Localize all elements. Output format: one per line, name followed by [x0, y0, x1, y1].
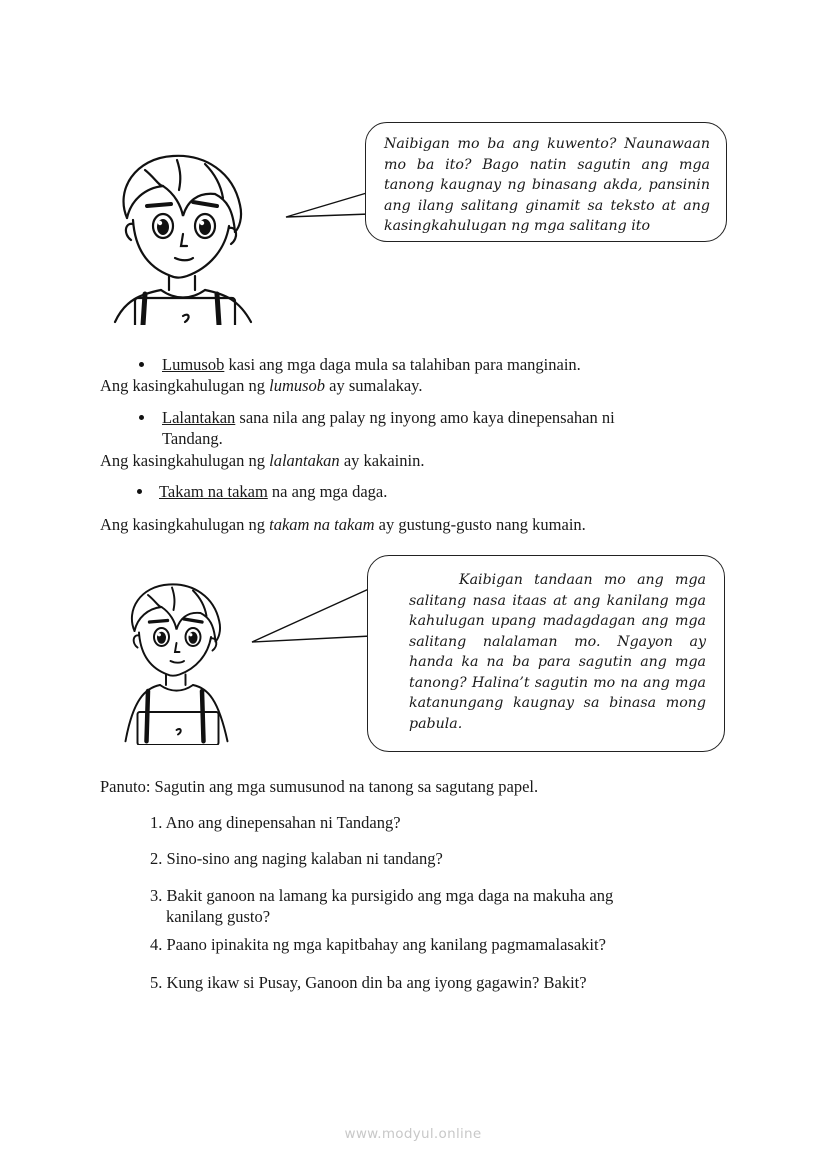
speech-bubble-tail: [250, 586, 375, 646]
bullet-icon: [137, 489, 142, 494]
vocab-definition-3: Ang kasingkahulugan ng takam na takam ay gustung-gusto nang kumain.: [100, 515, 586, 534]
instructions-text: Panuto: Sagutin ang mga sumusunod na tanong sa sagutang papel.: [100, 777, 539, 796]
question-item: 5. Kung ikaw si Pusay, Ganoon din ba ang iyong gagawin? Bakit?: [150, 973, 587, 992]
question-item-line2: kanilang gusto?: [166, 907, 271, 926]
boy-character-illustration: [118, 580, 238, 745]
vocab-definition-1: Ang kasingkahulugan ng lumusob ay sumalakay.: [100, 376, 423, 395]
question-item: 2. Sino-sino ang naging kalaban ni tandang?: [150, 849, 443, 868]
vocab-sentence-2-line2: Tandang.: [162, 429, 223, 448]
speech-bubble-reminder: [367, 555, 725, 752]
speech-bubble-intro-text: Naibigan mo ba ang kuwento? Naunawaan mo ba ito? Bago natin sagutin ang mga tanong kaugnay ng binasang akda, pansinin ang ilang salitang ginamit sa teksto at ang kasingkahulugan ng mga salitang ito: [384, 136, 710, 234]
boy-character-illustration: [105, 150, 265, 325]
vocab-word-3: Takam na takam: [159, 482, 268, 501]
vocab-word-1: Lumusob: [162, 355, 225, 374]
vocab-definition-2: Ang kasingkahulugan ng lalantakan ay kakainin.: [100, 451, 425, 470]
speech-bubble-tail: [284, 190, 374, 230]
bullet-icon: [139, 362, 144, 367]
vocab-word-2: Lalantakan: [162, 408, 236, 427]
vocab-sentence-3: Takam na takam na ang mga daga.: [159, 482, 388, 501]
bullet-icon: [139, 415, 144, 420]
question-item: 4. Paano ipinakita ng mga kapitbahay ang kanilang pagmamalasakit?: [150, 935, 606, 954]
footer-watermark: www.modyul.online: [344, 1126, 482, 1142]
speech-bubble-intro: [365, 122, 727, 242]
vocab-sentence-2: Lalantakan sana nila ang palay ng inyong amo kaya dinepensahan ni: [162, 408, 615, 427]
speech-bubble-reminder-text: Kaibigan tandaan mo ang mga salitang nasa itaas at ang kanilang mga kahulugan upang madagdagan ang mga salitang nalalaman mo. Ngayon ay handa ka na ba para sagutin ang mga tanong? Halina’t sagutin mo na ang mga katanungang kaugnay sa binasa mong pabula.: [409, 572, 706, 732]
question-item: 1. Ano ang dinepensahan ni Tandang?: [150, 813, 401, 832]
question-item: 3. Bakit ganoon na lamang ka pursigido ang mga daga na makuha ang: [150, 886, 614, 905]
vocab-sentence-1: Lumusob kasi ang mga daga mula sa talahiban para manginain.: [162, 355, 581, 374]
